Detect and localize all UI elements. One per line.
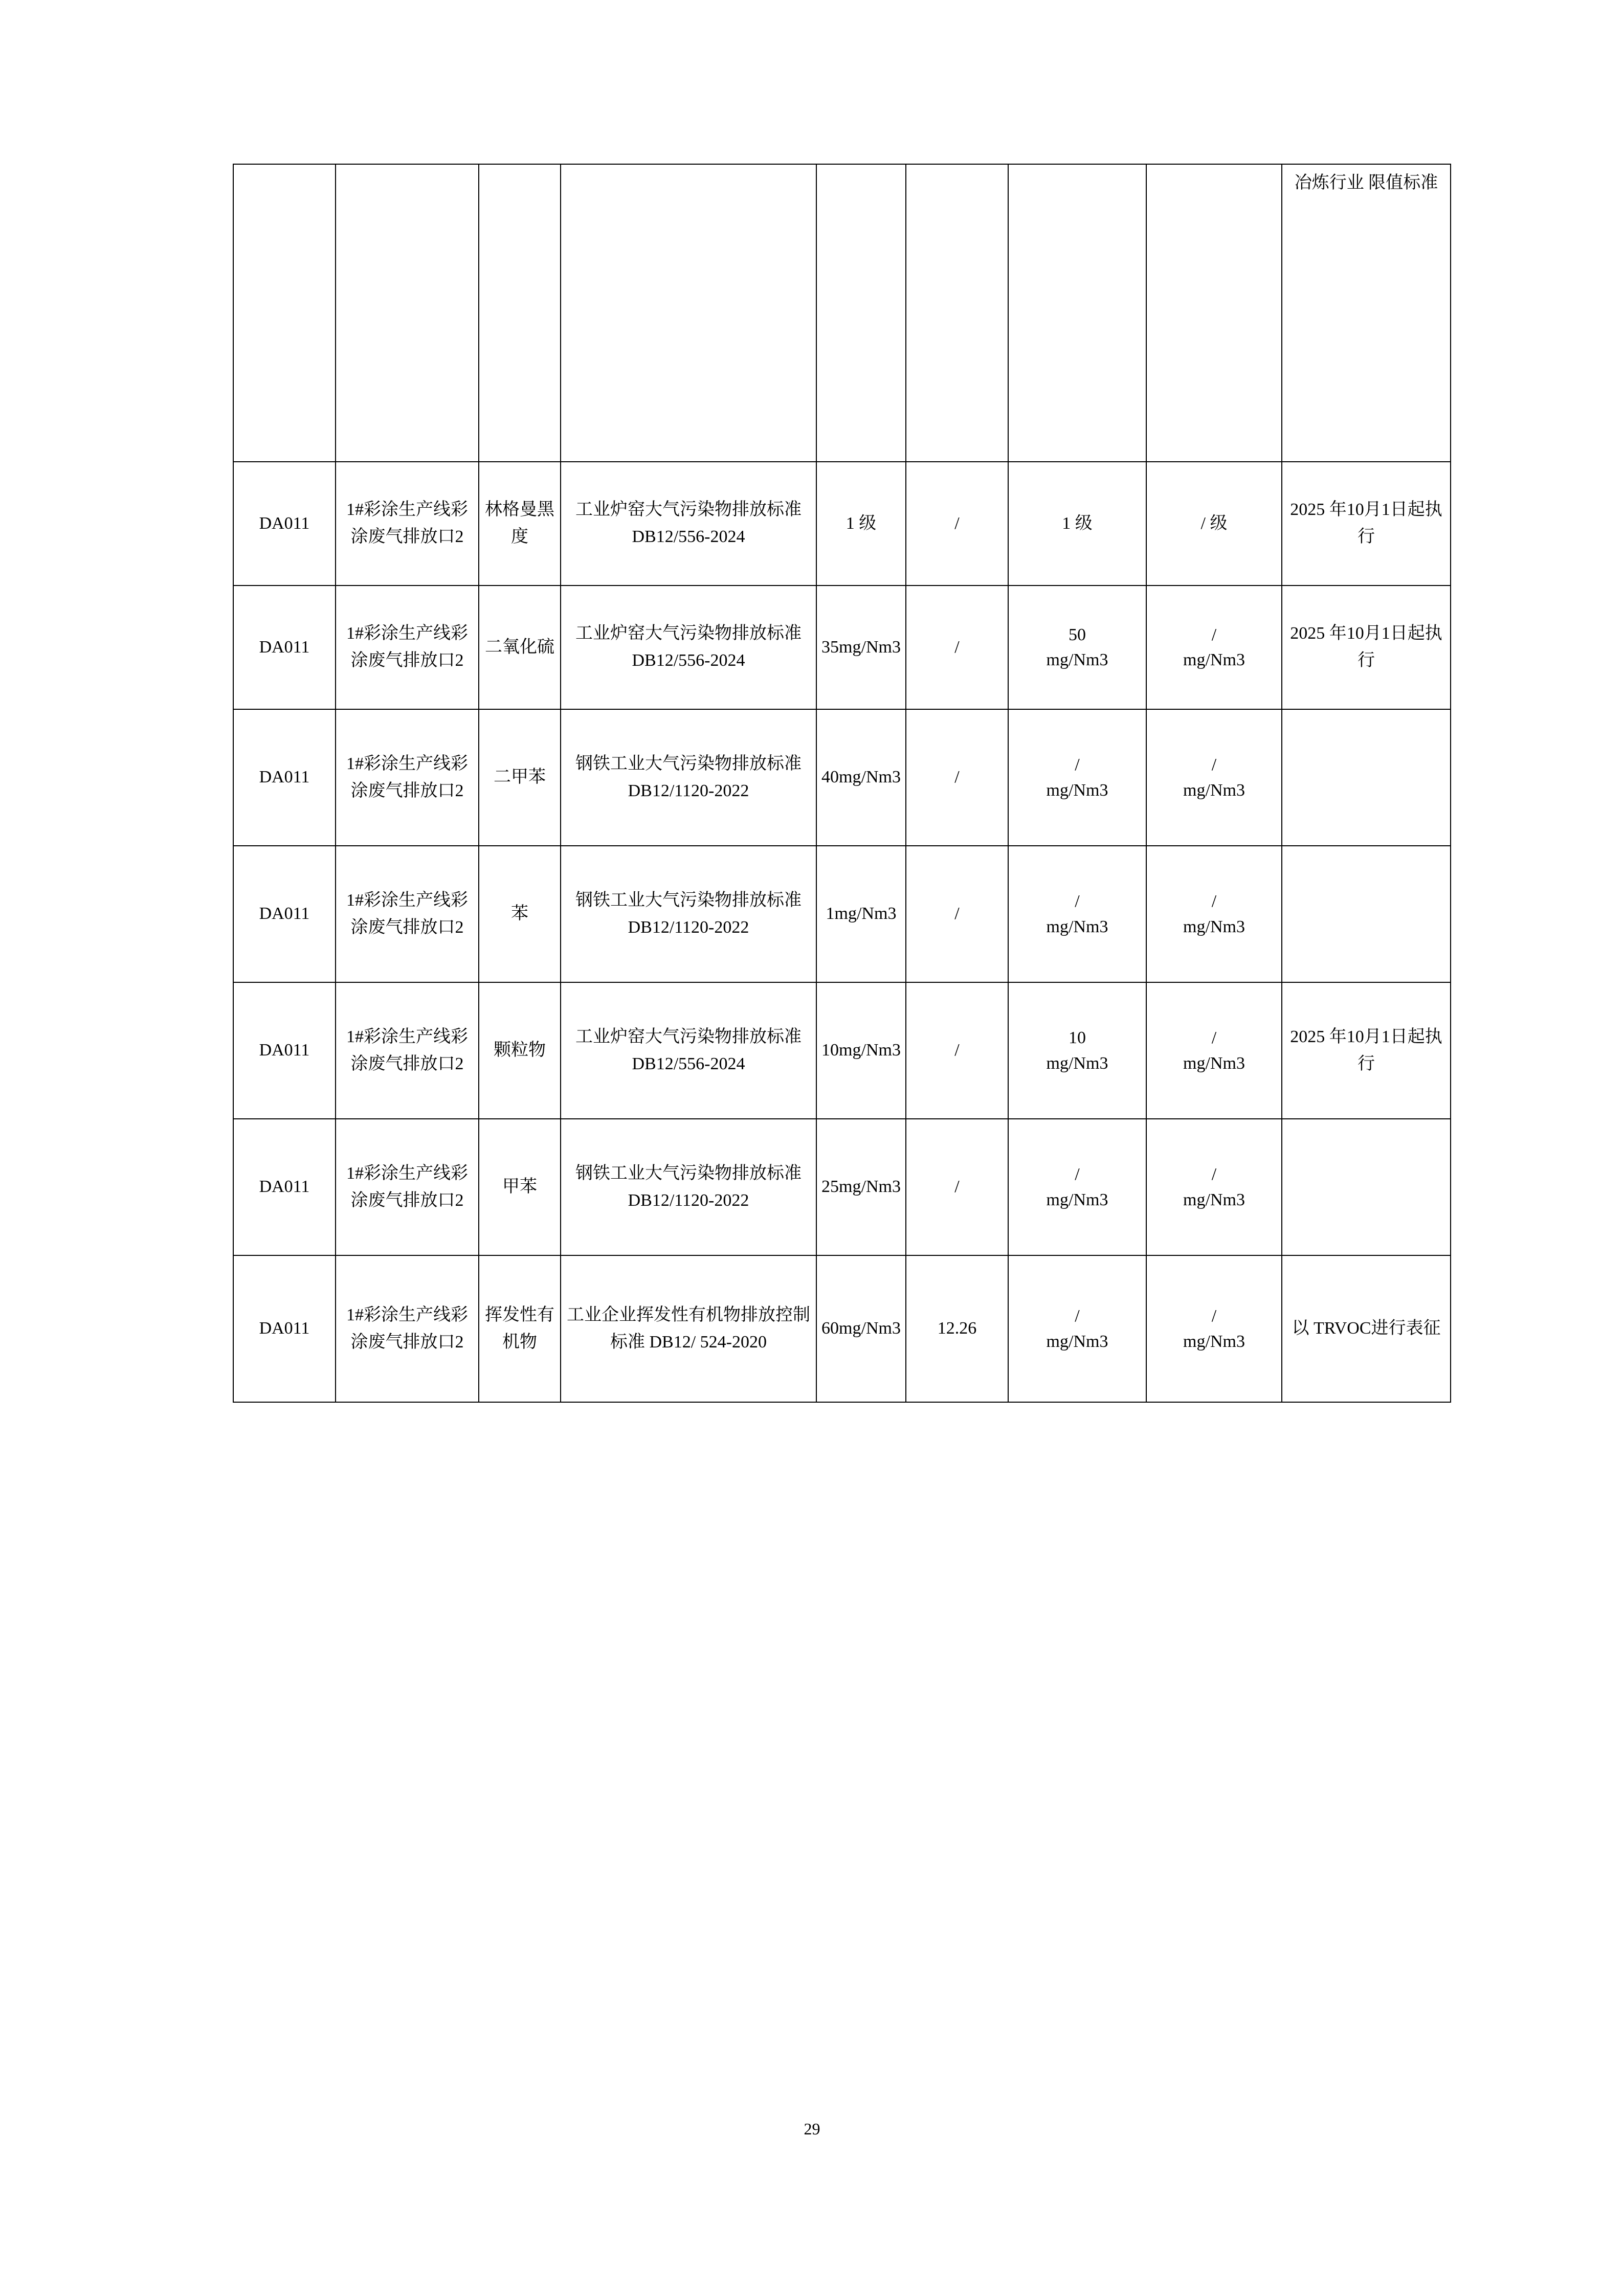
table-row-continued bbox=[233, 164, 1451, 462]
cell-col7 bbox=[1008, 846, 1146, 982]
cell-outlet-name: 1#彩涂生产线彩涂废气排放口2 bbox=[336, 462, 479, 586]
cell-limit-value: 10mg/Nm3 bbox=[816, 982, 906, 1119]
cell-outlet-name: 1#彩涂生产线彩涂废气排放口2 bbox=[336, 586, 479, 709]
cell-col8 bbox=[1146, 709, 1282, 846]
cell-col7 bbox=[1008, 982, 1146, 1119]
cell-limit-value: 1 级 bbox=[816, 462, 906, 586]
table-row bbox=[233, 709, 1451, 846]
cell-col7-bottom: mg/Nm3 bbox=[1046, 917, 1108, 936]
cell-outlet-name: 1#彩涂生产线彩涂废气排放口2 bbox=[336, 709, 479, 846]
emission-table-container bbox=[233, 164, 1450, 1403]
cell-pollutant: 苯 bbox=[479, 846, 561, 982]
cell-col7-top: / bbox=[1075, 1307, 1080, 1326]
cell-col8-top: / 级 bbox=[1200, 514, 1228, 533]
cell-remark bbox=[1282, 1119, 1451, 1255]
cell-col7-top: 50 bbox=[1069, 625, 1086, 644]
cell-col8-top: / bbox=[1211, 755, 1217, 775]
cell-outlet-code: DA011 bbox=[233, 586, 336, 709]
cell-outlet-code: DA011 bbox=[233, 709, 336, 846]
table-row bbox=[233, 462, 1451, 586]
cell-standard: 钢铁工业大气污染物排放标准 DB12/1120-2022 bbox=[561, 846, 816, 982]
cell-pollutant: 颗粒物 bbox=[479, 982, 561, 1119]
table-row bbox=[233, 982, 1451, 1119]
cell-remark bbox=[1282, 709, 1451, 846]
cell-outlet-name: 1#彩涂生产线彩涂废气排放口2 bbox=[336, 1119, 479, 1255]
cell-outlet-code: DA011 bbox=[233, 1255, 336, 1402]
cell-col7 bbox=[1008, 462, 1146, 586]
table-row bbox=[233, 846, 1451, 982]
cell-measured: 12.26 bbox=[906, 1255, 1008, 1402]
cell-col7-top: / bbox=[1075, 892, 1080, 911]
cell-col8-bottom: mg/Nm3 bbox=[1183, 917, 1245, 936]
table-row bbox=[233, 586, 1451, 709]
cell-col8-bottom: mg/Nm3 bbox=[1183, 780, 1245, 800]
cell-limit-value: 25mg/Nm3 bbox=[816, 1119, 906, 1255]
cell-outlet-code: DA011 bbox=[233, 982, 336, 1119]
cell-pollutant: 二氧化硫 bbox=[479, 586, 561, 709]
cell-col8 bbox=[1146, 982, 1282, 1119]
cell-measured: / bbox=[906, 846, 1008, 982]
cell-standard: 钢铁工业大气污染物排放标准 DB12/1120-2022 bbox=[561, 709, 816, 846]
cell-standard: 工业企业挥发性有机物排放控制标准 DB12/ 524-2020 bbox=[561, 1255, 816, 1402]
cell-measured: / bbox=[906, 586, 1008, 709]
cell-remark: 2025 年10月1日起执行 bbox=[1282, 982, 1451, 1119]
emission-limits-table bbox=[233, 164, 1451, 1403]
cell-remark: 2025 年10月1日起执行 bbox=[1282, 462, 1451, 586]
cell-measured: / bbox=[906, 1119, 1008, 1255]
cell-col7-top: / bbox=[1075, 755, 1080, 775]
cell-outlet-code: DA011 bbox=[233, 462, 336, 586]
cell-outlet-code bbox=[233, 164, 336, 462]
cell-measured: / bbox=[906, 982, 1008, 1119]
cell-col8 bbox=[1146, 462, 1282, 586]
cell-pollutant: 甲苯 bbox=[479, 1119, 561, 1255]
cell-col7 bbox=[1008, 586, 1146, 709]
cell-standard: 工业炉窑大气污染物排放标准 DB12/556-2024 bbox=[561, 462, 816, 586]
cell-remark bbox=[1282, 846, 1451, 982]
cell-outlet-code: DA011 bbox=[233, 846, 336, 982]
cell-col7 bbox=[1008, 1119, 1146, 1255]
cell-col8-top: / bbox=[1211, 625, 1217, 644]
cell-limit-value: 60mg/Nm3 bbox=[816, 1255, 906, 1402]
cell-pollutant: 挥发性有机物 bbox=[479, 1255, 561, 1402]
cell-col8-bottom: mg/Nm3 bbox=[1183, 1190, 1245, 1209]
cell-col7-bottom: mg/Nm3 bbox=[1046, 780, 1108, 800]
cell-col7-bottom: mg/Nm3 bbox=[1046, 1332, 1108, 1351]
cell-col7-bottom: mg/Nm3 bbox=[1046, 1053, 1108, 1073]
cell-limit-value bbox=[816, 164, 906, 462]
cell-col7 bbox=[1008, 164, 1146, 462]
cell-col7-top: 10 bbox=[1069, 1028, 1086, 1048]
cell-col7 bbox=[1008, 709, 1146, 846]
cell-col8-top: / bbox=[1211, 1165, 1217, 1184]
cell-measured: / bbox=[906, 462, 1008, 586]
cell-col7-bottom: mg/Nm3 bbox=[1046, 1190, 1108, 1209]
cell-limit-value: 1mg/Nm3 bbox=[816, 846, 906, 982]
cell-col8 bbox=[1146, 586, 1282, 709]
cell-pollutant: 林格曼黑度 bbox=[479, 462, 561, 586]
cell-measured: / bbox=[906, 709, 1008, 846]
cell-col8-top: / bbox=[1211, 1028, 1217, 1048]
cell-remark: 冶炼行业 限值标准 bbox=[1282, 164, 1451, 462]
cell-standard: 工业炉窑大气污染物排放标准 DB12/556-2024 bbox=[561, 586, 816, 709]
cell-standard bbox=[561, 164, 816, 462]
page-number: 29 bbox=[804, 2120, 820, 2138]
cell-col8-top: / bbox=[1211, 1307, 1217, 1326]
cell-col8 bbox=[1146, 846, 1282, 982]
table-row bbox=[233, 1255, 1451, 1402]
cell-col8-bottom: mg/Nm3 bbox=[1183, 1053, 1245, 1073]
cell-col7-bottom: mg/Nm3 bbox=[1046, 650, 1108, 669]
cell-col8 bbox=[1146, 1255, 1282, 1402]
cell-col8-bottom: mg/Nm3 bbox=[1183, 650, 1245, 669]
cell-standard: 工业炉窑大气污染物排放标准 DB12/556-2024 bbox=[561, 982, 816, 1119]
cell-outlet-name bbox=[336, 164, 479, 462]
cell-outlet-code: DA011 bbox=[233, 1119, 336, 1255]
table-row bbox=[233, 1119, 1451, 1255]
cell-col8 bbox=[1146, 164, 1282, 462]
cell-standard: 钢铁工业大气污染物排放标准 DB12/1120-2022 bbox=[561, 1119, 816, 1255]
cell-limit-value: 40mg/Nm3 bbox=[816, 709, 906, 846]
cell-col8 bbox=[1146, 1119, 1282, 1255]
cell-outlet-name: 1#彩涂生产线彩涂废气排放口2 bbox=[336, 846, 479, 982]
cell-limit-value: 35mg/Nm3 bbox=[816, 586, 906, 709]
cell-outlet-name: 1#彩涂生产线彩涂废气排放口2 bbox=[336, 982, 479, 1119]
cell-outlet-name: 1#彩涂生产线彩涂废气排放口2 bbox=[336, 1255, 479, 1402]
cell-col7 bbox=[1008, 1255, 1146, 1402]
cell-col8-top: / bbox=[1211, 892, 1217, 911]
cell-remark: 以 TRVOC进行表征 bbox=[1282, 1255, 1451, 1402]
cell-col7-top: 1 级 bbox=[1062, 514, 1093, 533]
cell-pollutant: 二甲苯 bbox=[479, 709, 561, 846]
cell-measured bbox=[906, 164, 1008, 462]
cell-col7-top: / bbox=[1075, 1165, 1080, 1184]
cell-pollutant bbox=[479, 164, 561, 462]
cell-remark: 2025 年10月1日起执行 bbox=[1282, 586, 1451, 709]
cell-col8-bottom: mg/Nm3 bbox=[1183, 1332, 1245, 1351]
